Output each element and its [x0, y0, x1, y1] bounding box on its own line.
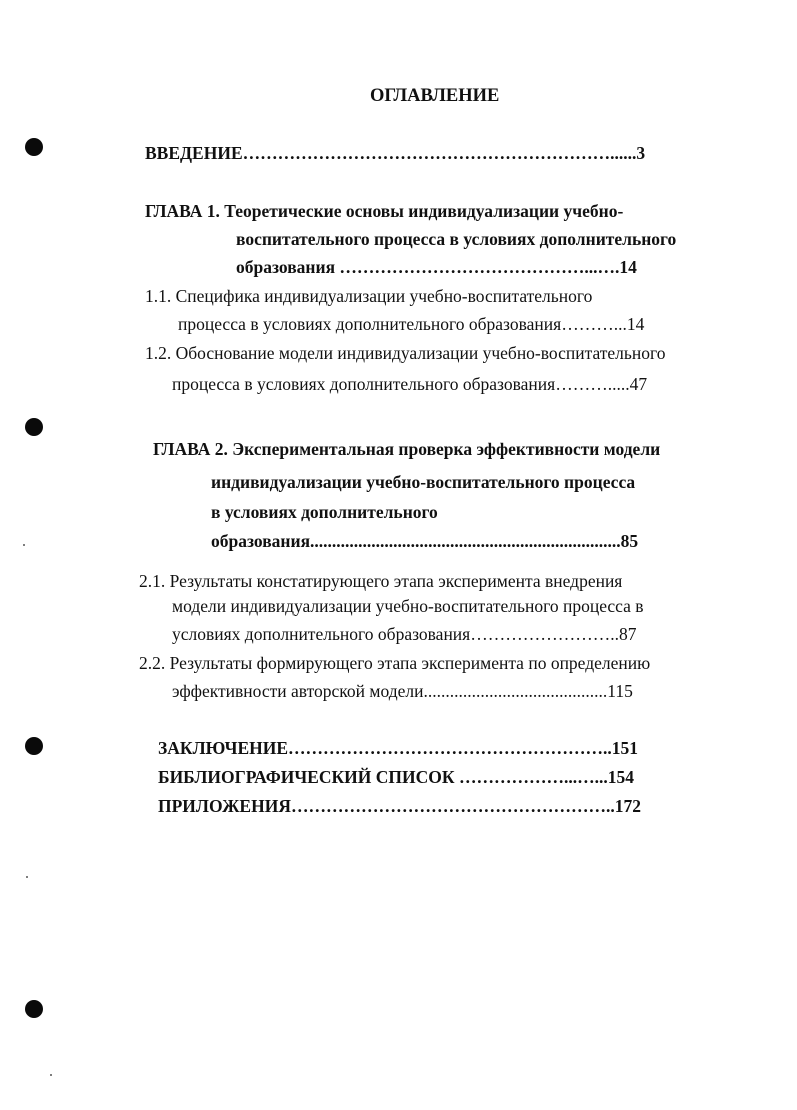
- scan-speck: [26, 876, 28, 878]
- toc-section-2-1-line-2: модели индивидуализации учебно-воспитательного процесса в: [172, 596, 644, 616]
- toc-chapter-2-line-4: образования.......................................................................85: [211, 531, 639, 551]
- toc-chapter-1-line-2: воспитательного процесса в условиях дополнительного: [236, 229, 677, 249]
- toc-section-2-1-line-1: 2.1. Результаты констатирующего этапа эксперимента внедрения: [139, 571, 623, 591]
- toc-title: ОГЛАВЛЕНИЕ: [370, 86, 500, 106]
- scan-speck: [23, 544, 25, 546]
- punch-hole-1: [25, 138, 43, 156]
- punch-hole-3: [25, 737, 43, 755]
- toc-section-2-2-line-1: 2.2. Результаты формирующего этапа эксперимента по определению: [139, 653, 651, 673]
- toc-chapter-2-line-3: в условиях дополнительного: [211, 502, 438, 522]
- toc-chapter-2-line-1: ГЛАВА 2. Экспериментальная проверка эффективности модели: [153, 439, 661, 459]
- toc-section-1-2-line-2: процесса в условиях дополнительного образования……….....47: [172, 374, 648, 394]
- toc-entry-bibliography: БИБЛИОГРАФИЧЕСКИЙ СПИСОК ………………...…...154: [158, 767, 634, 787]
- punch-hole-2: [25, 418, 43, 436]
- toc-chapter-1-line-3: образования ……………………………………...….14: [236, 257, 637, 277]
- punch-hole-4: [25, 1000, 43, 1018]
- toc-section-2-2-line-2: эффективности авторской модели..........................................115: [172, 681, 633, 701]
- scan-speck: [50, 1074, 52, 1076]
- toc-chapter-2-line-2: индивидуализации учебно-воспитательного процесса: [211, 472, 636, 492]
- toc-section-1-1-line-1: 1.1. Специфика индивидуализации учебно-воспитательного: [145, 286, 593, 306]
- toc-entry-introduction: ВВЕДЕНИЕ………………………………………………………......3: [145, 143, 646, 163]
- toc-section-1-1-line-2: процесса в условиях дополнительного образования………...14: [178, 314, 645, 334]
- toc-section-2-1-line-3: условиях дополнительного образования……………………..87: [172, 624, 637, 644]
- toc-chapter-1-line-1: ГЛАВА 1. Теоретические основы индивидуализации учебно-: [145, 201, 624, 221]
- toc-entry-appendices: ПРИЛОЖЕНИЯ………………………………………………..172: [158, 796, 641, 816]
- toc-entry-conclusion: ЗАКЛЮЧЕНИЕ………………………………………………..151: [158, 738, 639, 758]
- toc-section-1-2-line-1: 1.2. Обоснование модели индивидуализации учебно-воспитательного: [145, 343, 666, 363]
